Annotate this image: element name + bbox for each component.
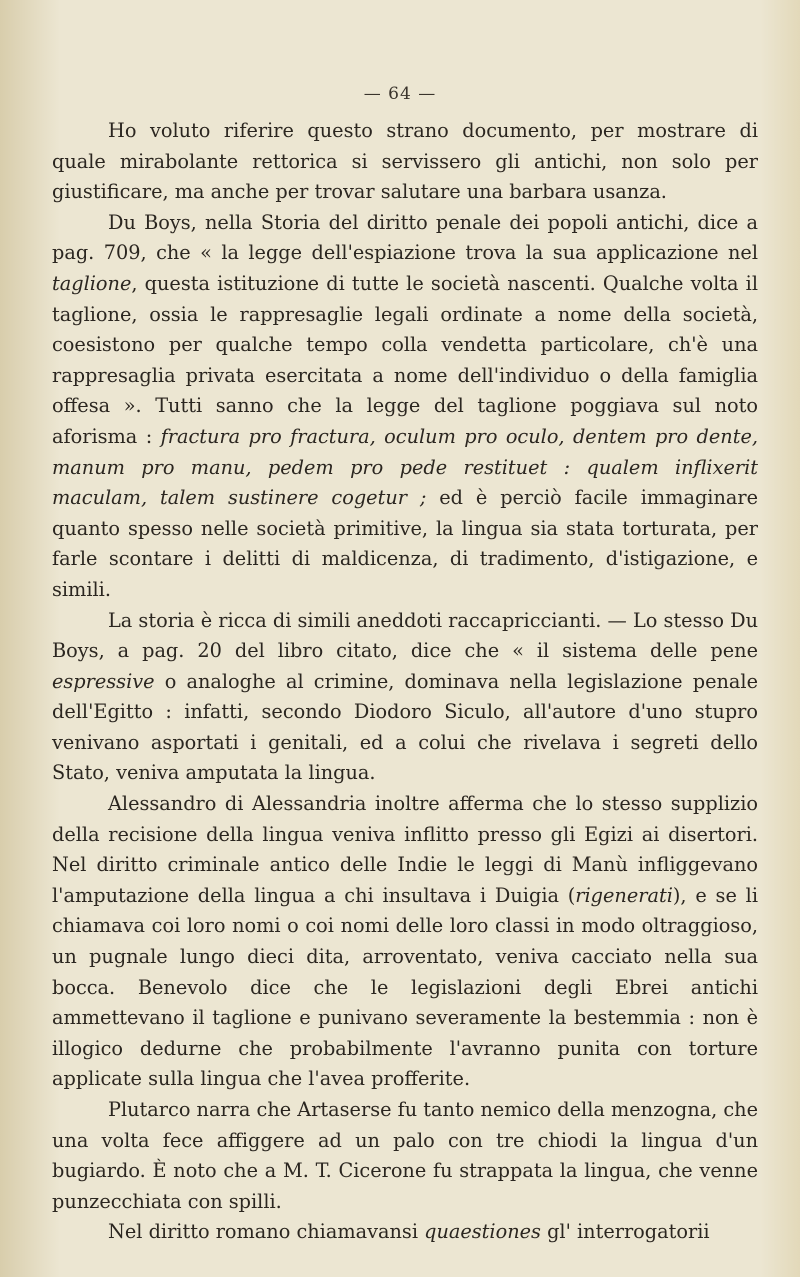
body-text — [52, 116, 758, 1248]
text-run: Ho voluto riferire questo strano documento, per mostrare di quale mirabolante rettorica si servissero gli antichi, non solo per giustificare, ma anche per trovar salutare una barbara usanza. — [52, 119, 758, 204]
text-run: o analoghe al crimine, dominava nella legislazione penale dell'Egitto : infatti, secondo Diodoro Siculo, all'autore d'uno stupro venivano asportati i genitali, ed a colui che rivelava i segreti dello Stato, veniva amputata la lingua. — [52, 669, 758, 785]
paragraph — [52, 789, 758, 1095]
italic-term: quaestiones — [424, 1220, 541, 1244]
text-run: ed è perciò facile immaginare quanto spesso nelle società primitive, la lingua sia stata torturata, per farle scontare i delitti di maldicenza, di tradimento, d'istigazione, e simili. — [52, 486, 758, 601]
page-number: — 64 — — [363, 84, 437, 104]
paragraph — [52, 208, 758, 606]
text-run: ), e se li chiamava coi loro nomi o coi nomi delle loro classi in modo oltraggioso, un pugnale lungo dieci dita, arroventato, veniva cacciato nella sua bocca. Benevolo dice che le legislazioni degli Ebrei antichi ammettevano il taglione e punivano severamente la bestemmia : non è illogico dedurne che probabilmente l'avranno punita con torture applicate sulla lingua che l'avea profferite. — [52, 883, 758, 1091]
paragraph — [52, 116, 758, 208]
text-run: Du Boys, nella Storia del diritto penale dei popoli antichi, dice a pag. 709, che « la legge dell'espiazione trova la sua applicazione nel — [52, 210, 758, 265]
latin-maxim: fractura pro fractura, oculum pro oculo, dentem pro dente, manum pro manu, pedem pro pede restituet : qualem inflixerit maculam, talem sustinere cogetur ; — [52, 424, 758, 510]
italic-term: rigenerati — [575, 883, 673, 907]
text-run: Alessandro di Alessandria inoltre afferma che lo stesso supplizio della recisione della lingua veniva inflitto presso gli Egizi ai disertori. Nel diritto criminale antico delle Indie le leggi di Manù infliggevano l'amputazione della lingua a chi insultava i Duigia ( — [52, 792, 758, 907]
text-run: Nel diritto romano chiamavansi — [108, 1220, 425, 1244]
paragraph — [52, 606, 758, 790]
paragraph — [52, 1217, 758, 1248]
paragraph — [52, 1095, 758, 1217]
text-run: gl' interrogatorii — [540, 1220, 710, 1244]
text-run: La storia è ricca di simili aneddoti raccapriccianti. — Lo stesso Du Boys, a pag. 20 del libro citato, dice che « il sistema delle pene — [52, 608, 758, 663]
text-run: , questa istituzione di tutte le società nascenti. Qualche volta il taglione, ossia le rappresaglie legali ordinate a nome della società, coesistono per qualche tempo colla vendetta particolare, ch'è una rappresaglia privata esercitata a nome dell'individuo o della famiglia offesa ». Tutti sanno che la legge del taglione poggiava sul noto aforisma : — [52, 271, 758, 448]
italic-term: espressive — [52, 669, 155, 693]
text-run: Plutarco narra che Artaserse fu tanto nemico della menzogna, che una volta fece affiggere ad un palo con tre chiodi la lingua d'un bugiardo. È noto che a M. T. Cicerone fu strappata la lingua, che venne punzecchiata con spilli. — [52, 1098, 758, 1213]
italic-term: taglione — [52, 271, 132, 295]
